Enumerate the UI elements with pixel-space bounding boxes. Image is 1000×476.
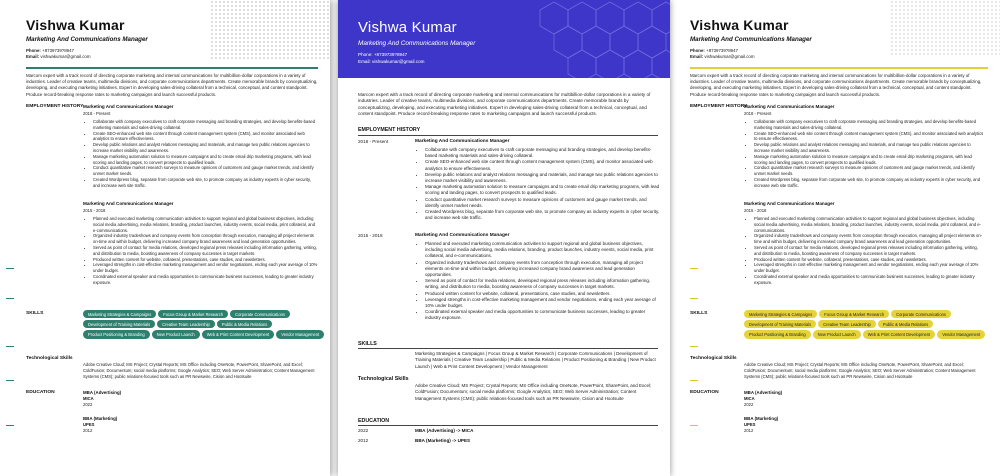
list-item: • Coordinated external speaker and media opportunities to communicate business successes, leading to greater industry exposure. bbox=[93, 274, 318, 286]
section-title-employment: EMPLOYMENT HISTORY bbox=[690, 104, 748, 109]
skills-text: Marketing Strategies & Campaigns | Focus Group & Market Research | Corporate Communications | Development of Training Materials | Creative Team Leadership | Public & Media Relations | Product Positioning & Branding | New Product Launch | Web & Print Content Development | Vendor Management bbox=[415, 351, 656, 369]
job-bullets bbox=[83, 119, 318, 189]
job-2 bbox=[744, 201, 984, 286]
contact-info: Phone: +8739739?8947 Email: vishwakumar@gmail.com bbox=[690, 48, 755, 60]
list-item: • Conduct quantitative market research surveys to measure opinions of customers and gauge market trends, and identify unmet market needs. bbox=[754, 165, 984, 177]
job-1 bbox=[415, 139, 661, 221]
resume-template-green[interactable] bbox=[0, 0, 330, 476]
job-1 bbox=[744, 104, 984, 189]
accent-bar bbox=[6, 380, 14, 381]
candidate-title: Marketing And Communications Manager bbox=[690, 36, 812, 43]
education-1 bbox=[83, 390, 318, 407]
list-item: • Develop public relations and analyst relations messaging and materials, and manage two public relations agencies to increase market visibility and awareness. bbox=[754, 142, 984, 154]
summary-text: Marcom expert with a track record of directing corporate marketing and internal communications for multibillion-dollar corporations in a variety of industries. Leader of creative teams, multimedia divisions, and corporate communications departments. Create memorable brands by conceptualizing, developing, and executing marketing initiatives. Expert in developing sales-driving collateral from a technical, conceptual, and content standpoint. Produce record-breaking response rates to marketing campaigns and launch successful products. bbox=[26, 73, 318, 97]
section-title-education: EDUCATION bbox=[26, 390, 55, 395]
skill-pill: Public & Media Relations bbox=[217, 320, 273, 328]
skill-pill: Development of Training Materials bbox=[744, 320, 816, 328]
list-item: • Organized industry tradeshows and company events from conception through execution, managing all project elements on-time and within budget, delivering increased company brand awareness and lead generation opportunities. bbox=[93, 233, 318, 245]
skill-pill: Marketing Strategies & Campaigns bbox=[83, 310, 156, 318]
hexagon-pattern-decoration bbox=[534, 0, 670, 78]
list-item: • Produced written content for website, collateral, presentations, case studies, and newsletters. bbox=[754, 257, 984, 263]
list-item: • Leveraged strengths in cost-effective marketing management and vendor negotiations, ending each year average of 10% under budget. bbox=[425, 297, 661, 309]
list-item: • Leveraged strengths in cost-effective marketing management and vendor negotiations, ending each year average of 10% under budget. bbox=[754, 262, 984, 274]
education-2 bbox=[415, 438, 661, 443]
edu-year: 2022 bbox=[358, 428, 369, 433]
job-bullets bbox=[83, 216, 318, 286]
list-item: • Created Wordpress blog, separate from corporate web site, to promote company as industry experts in cyber security, and increase web site traffic. bbox=[754, 177, 984, 189]
accent-bar bbox=[690, 380, 698, 381]
section-title-education: EDUCATION bbox=[358, 418, 390, 424]
degree: MBA (Advertising) bbox=[83, 390, 122, 395]
list-item: • Organized industry tradeshows and company events from conception through execution, managing all project elements on-time and within budget, delivering increased company brand awareness and lead generation opportunities. bbox=[754, 233, 984, 245]
accent-bar bbox=[6, 298, 14, 299]
degree: BBA (Marketing) -> UPES bbox=[415, 438, 471, 443]
summary-text: Marcom expert with a track record of directing corporate marketing and internal communications for multibillion-dollar corporations in a variety of industries. Leader of creative teams, multimedia divisions, and corporate communications departments. Create memorable brands by conceptualizing, developing, and executing marketing initiatives. Expert in developing sales-driving collateral from a technical, conceptual, and content standpoint. Produce record-breaking response rates to marketing campaigns and launch successful products. bbox=[690, 73, 982, 97]
degree: BBA (Marketing) bbox=[744, 416, 779, 421]
job-title: Marketing And Communications Manager bbox=[83, 104, 174, 109]
list-item: • Organized industry tradeshows and company events from conception through execution, managing all project elements on-time and within budget, delivering increased company brand awareness and lead generation opportunities. bbox=[425, 260, 661, 279]
list-item: • Served as point of contact for media relations, developed regional press releases including information gathering, writing, and distribution to media, boosting awareness of company successes in target markets. bbox=[754, 245, 984, 257]
list-item: • Leveraged strengths in cost-effective marketing management and vendor negotiations, ending each year average of 10% under budget. bbox=[93, 262, 318, 274]
job-bullets bbox=[744, 119, 984, 189]
list-item: • Planned and executed marketing communication activities to support regional and global business objectives, including social media advertising, media relations, branding, product launches, industry events, social media, print collateral, and e-communications. bbox=[754, 216, 984, 233]
candidate-name: Vishwa Kumar bbox=[358, 19, 457, 36]
skill-pill: Marketing Strategies & Campaigns bbox=[744, 310, 817, 318]
section-title-education: EDUCATION bbox=[690, 390, 719, 395]
skill-pill: Web & Print Content Development bbox=[202, 330, 275, 338]
edu-year: 2012 bbox=[358, 438, 369, 443]
edu-year: 2022 bbox=[744, 402, 754, 407]
section-title-tech: Technological Skills bbox=[358, 376, 409, 382]
job-dates: 2018 - Present bbox=[744, 111, 772, 116]
skill-pill: Vendor Management bbox=[937, 330, 985, 338]
job-bullets bbox=[744, 216, 984, 286]
education-1 bbox=[415, 428, 661, 433]
list-item: • Created Wordpress blog, separate from corporate web site, to promote company as industry experts in cyber security, and increase web site traffic. bbox=[425, 209, 661, 221]
list-item: • Served as point of contact for media relations, developed regional press releases including information gathering, writing, and distribution to media, boosting awareness of company successes in target markets. bbox=[93, 245, 318, 257]
list-item: • Coordinated external speaker and media opportunities to communicate business successes, leading to greater industry exposure. bbox=[425, 309, 661, 321]
skill-pill: Product Positioning & Branding bbox=[744, 330, 811, 338]
degree: MBA (Advertising) bbox=[744, 390, 783, 395]
job-dates: 2015 - 2018 bbox=[358, 233, 383, 238]
resume-header-banner bbox=[338, 0, 670, 78]
list-item: • Collaborate with company executives to craft corporate messaging and branding strategies, and develop benefits-based marketing materials and sales-driving collateral. bbox=[754, 119, 984, 131]
section-title-employment: EMPLOYMENT HISTORY bbox=[358, 127, 421, 133]
job-title: Marketing And Communications Manager bbox=[83, 201, 174, 206]
list-item: • Served as point of contact for media relations, developed regional press releases including information gathering, writing, and distribution to media, boosting awareness of company successes in target markets. bbox=[425, 278, 661, 290]
job-title: Marketing And Communications Manager bbox=[744, 104, 835, 109]
skills-pills bbox=[744, 310, 989, 339]
list-item: • Manage marketing automation solution to measure campaigns and to create email drip marketing programs, with lead scoring and landing pages, to convert prospects to qualified leads. bbox=[754, 154, 984, 166]
school: MICA bbox=[83, 396, 94, 401]
job-dates: 2018 - Present bbox=[358, 139, 389, 144]
list-item: • Produced written content for website, collateral, presentations, case studies, and newsletters. bbox=[93, 257, 318, 263]
skill-pill: Product Positioning & Branding bbox=[83, 330, 150, 338]
skill-pill: Public & Media Relations bbox=[878, 320, 934, 328]
skill-pill: Focus Group & Market Research bbox=[819, 310, 889, 318]
list-item: • Planned and executed marketing communication activities to support regional and global business objectives, including social media advertising, media relations, branding, product launches, industry events, social media, print collateral, and e-communications. bbox=[93, 216, 318, 233]
education-1 bbox=[744, 390, 979, 407]
accent-bar bbox=[6, 425, 14, 426]
school: UPES bbox=[744, 422, 756, 427]
section-divider bbox=[358, 135, 658, 136]
job-2 bbox=[415, 233, 661, 322]
email: vishwakumar@gmail.com bbox=[704, 54, 755, 60]
skill-pill: Creative Team Leadership bbox=[157, 320, 215, 328]
accent-bar bbox=[6, 346, 14, 347]
section-title-skills: SKILLS bbox=[26, 311, 44, 316]
skill-pill: Focus Group & Market Research bbox=[158, 310, 228, 318]
job-title: Marketing And Communications Manager bbox=[415, 139, 510, 144]
degree: BBA (Marketing) bbox=[83, 416, 118, 421]
job-dates: 2018 - Present bbox=[83, 111, 111, 116]
skill-pill: Development of Training Materials bbox=[83, 320, 155, 328]
edu-year: 2012 bbox=[83, 428, 93, 433]
section-divider bbox=[358, 348, 658, 349]
school: MICA bbox=[744, 396, 755, 401]
resume-header bbox=[680, 0, 1000, 60]
candidate-title: Marketing And Communications Manager bbox=[26, 36, 148, 43]
list-item: • Create SEO-enhanced web site content through content management system (CMS), and monitor associated web analytics to ensure effectiveness. bbox=[754, 131, 984, 143]
accent-bar bbox=[690, 425, 698, 426]
accent-bar bbox=[690, 298, 698, 299]
skill-pill: Creative Team Leadership bbox=[818, 320, 876, 328]
job-1 bbox=[83, 104, 318, 189]
list-item: • Manage marketing automation solution to measure campaigns and to create email drip marketing programs, with lead scoring and landing pages, to convert prospects to qualified leads. bbox=[425, 184, 661, 196]
section-title-tech: Technological Skills bbox=[690, 356, 737, 361]
list-item: • Collaborate with company executives to craft corporate messaging and branding strategies, and develop benefits-based marketing materials and sales-driving collateral. bbox=[93, 119, 318, 131]
edu-year: 2012 bbox=[744, 428, 754, 433]
degree: MBA (Advertising) -> MICA bbox=[415, 428, 474, 433]
job-dates: 2015 - 2018 bbox=[83, 208, 106, 213]
list-item: • Created Wordpress blog, separate from corporate web site, to promote company as industry experts in cyber security, and increase web site traffic. bbox=[93, 177, 318, 189]
skill-pill: Corporate Communications bbox=[230, 310, 290, 318]
section-title-skills: SKILLS bbox=[690, 311, 708, 316]
candidate-name: Vishwa Kumar bbox=[690, 17, 789, 33]
contact-info: Phone: +8739739?8947 Email: vishwakumar@gmail.com bbox=[358, 52, 425, 64]
school: UPES bbox=[83, 422, 95, 427]
skill-pill: Web & Print Content Development bbox=[863, 330, 936, 338]
list-item: • Planned and executed marketing communication activities to support regional and global business objectives, including social media advertising, media relations, branding, product launches, industry events, social media, print collateral, and e-communications. bbox=[425, 241, 661, 260]
job-title: Marketing And Communications Manager bbox=[415, 233, 510, 238]
job-bullets bbox=[415, 241, 661, 322]
skills-pills bbox=[83, 310, 318, 339]
candidate-name: Vishwa Kumar bbox=[26, 17, 125, 33]
list-item: • Create SEO-enhanced web site content through content management system (CMS), and monitor associated web analytics to ensure effectiveness. bbox=[425, 159, 661, 171]
skill-pill: New Product Launch bbox=[152, 330, 200, 338]
list-item: • Develop public relations and analyst relations messaging and materials, and manage two public relations agencies to increase market visibility and awareness. bbox=[93, 142, 318, 154]
job-title: Marketing And Communications Manager bbox=[744, 201, 835, 206]
education-2 bbox=[83, 416, 318, 433]
resume-header bbox=[0, 0, 330, 60]
list-item: • Create SEO-enhanced web site content through content management system (CMS), and monitor associated web analytics to ensure effectiveness. bbox=[93, 131, 318, 143]
accent-bar bbox=[690, 268, 698, 269]
list-item: • Conduct quantitative market research surveys to measure opinions of customers and gauge market trends, and identify unmet market needs. bbox=[425, 197, 661, 209]
edu-year: 2022 bbox=[83, 402, 93, 407]
list-item: • Collaborate with company executives to craft corporate messaging and branding strategies, and develop benefits-based marketing materials and sales-driving collateral. bbox=[425, 147, 661, 159]
skill-pill: Corporate Communications bbox=[891, 310, 951, 318]
email: vishwakumar@gmail.com bbox=[40, 54, 91, 60]
phone: +8739739?8947 bbox=[373, 52, 408, 57]
job-2 bbox=[83, 201, 318, 286]
section-title-skills: SKILLS bbox=[358, 341, 377, 347]
section-title-employment: EMPLOYMENT HISTORY bbox=[26, 104, 84, 109]
list-item: • Develop public relations and analyst relations messaging and materials, and manage two public relations agencies to increase market visibility and awareness. bbox=[425, 172, 661, 184]
email: vishwakumar@gmail.com bbox=[372, 58, 425, 64]
contact-info: Phone: +8739739?8947 Email: vishwakumar@gmail.com bbox=[26, 48, 91, 60]
list-item: • Coordinated external speaker and media opportunities to communicate business successes, leading to greater industry exposure. bbox=[754, 274, 984, 286]
summary-text: Marcom expert with a track record of directing corporate marketing and internal communications for multibillion-dollar corporations in a variety of industries. Leader of creative teams, multimedia divisions, and corporate communications departments. Create memorable brands by conceptualizing, developing, and executing marketing initiatives. Expert in developing sales-driving collateral from a technical, conceptual, and content standpoint. Produce record-breaking response rates to marketing campaigns and launch successful products. bbox=[358, 92, 651, 117]
list-item: • Produced written content for website, collateral, presentations, case studies, and newsletters. bbox=[425, 291, 661, 297]
list-item: • Manage marketing automation solution to measure campaigns and to create email drip marketing programs, with lead scoring and landing pages, to convert prospects to qualified leads. bbox=[93, 154, 318, 166]
tech-skills-text: Adobe Creative Cloud; MS Project; Crystal Reports; MS Office including OneNote, PowerPoint, SharePoint, and Excel; ColdFusion; Documentum; social media platforms; Google Analytics; SEO; Web Server Administration; Content Management Systems (CMS); public relations-focused tools such as PR Newswire, Cision and Hootsuite bbox=[83, 362, 315, 379]
job-dates: 2015 - 2018 bbox=[744, 208, 767, 213]
section-title-tech: Technological Skills bbox=[26, 356, 73, 361]
resume-template-yellow[interactable] bbox=[680, 0, 1000, 476]
phone: +8739739?8947 bbox=[706, 48, 738, 53]
skill-pill: New Product Launch bbox=[813, 330, 861, 338]
resume-template-blue[interactable] bbox=[338, 0, 670, 476]
accent-bar bbox=[6, 268, 14, 269]
tech-skills-text: Adobe Creative Cloud; MS Project; Crystal Reports; MS Office including OneNote, PowerPoint, SharePoint, and Excel; ColdFusion; Documentum; social media platforms; Google Analytics; SEO; Web Server Administration; Content Management Systems (CMS); public relations-focused tools such as PR Newswire, Cision and Hootsuite bbox=[744, 362, 976, 379]
skill-pill: Vendor Management bbox=[276, 330, 324, 338]
education-2 bbox=[744, 416, 979, 433]
job-bullets bbox=[415, 147, 661, 221]
section-divider bbox=[358, 425, 658, 426]
tech-skills-text: Adobe Creative Cloud; MS Project; Crystal Reports; MS Office including OneNote, PowerPoint, SharePoint, and Excel; ColdFusion; Documentum; social media platforms; Google Analytics; SEO; Web Server Administration; Content Management Systems (CMS); public relations-focused tools such as PR Newswire, Cision and Hootsuite bbox=[415, 383, 652, 401]
list-item: • Conduct quantitative market research surveys to measure opinions of customers and gauge market trends, and identify unmet market needs. bbox=[93, 165, 318, 177]
phone: +8739739?8947 bbox=[42, 48, 74, 53]
accent-bar bbox=[690, 346, 698, 347]
candidate-title: Marketing And Communications Manager bbox=[358, 40, 476, 47]
